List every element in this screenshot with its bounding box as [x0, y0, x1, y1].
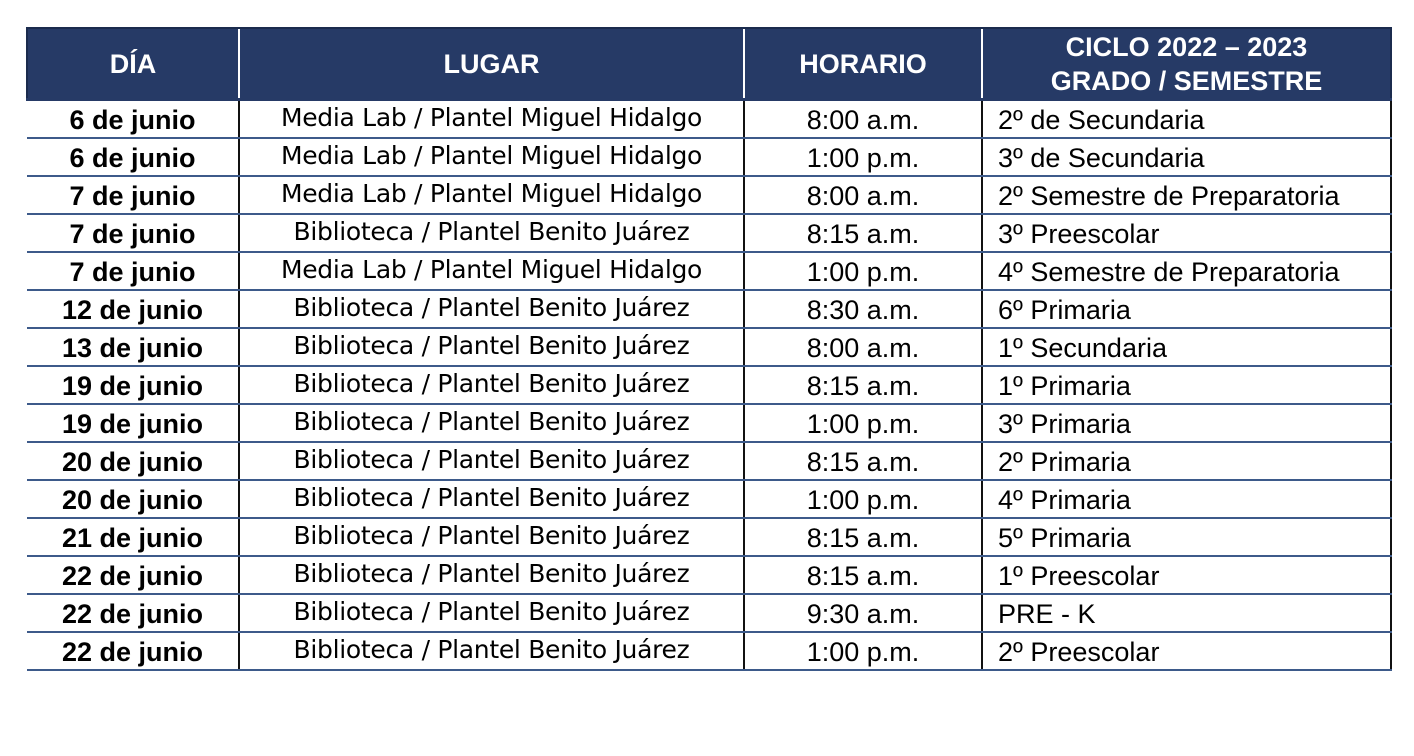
cell-dia: 12 de junio	[27, 290, 239, 328]
cell-horario: 8:30 a.m.	[744, 290, 982, 328]
cell-dia: 6 de junio	[27, 138, 239, 176]
cell-dia: 22 de junio	[27, 556, 239, 594]
cell-lugar: Biblioteca / Plantel Benito Juárez	[239, 214, 744, 252]
cell-horario: 8:00 a.m.	[744, 176, 982, 214]
cell-grado: 4º Primaria	[982, 480, 1391, 518]
cell-lugar: Biblioteca / Plantel Benito Juárez	[239, 366, 744, 404]
cell-lugar: Biblioteca / Plantel Benito Juárez	[239, 290, 744, 328]
cell-lugar: Biblioteca / Plantel Benito Juárez	[239, 518, 744, 556]
cell-grado: 1º Secundaria	[982, 328, 1391, 366]
cell-grado: 1º Primaria	[982, 366, 1391, 404]
cell-grado: 6º Primaria	[982, 290, 1391, 328]
cell-horario: 1:00 p.m.	[744, 252, 982, 290]
table-row	[27, 594, 1391, 632]
cell-horario: 1:00 p.m.	[744, 138, 982, 176]
cell-horario: 8:15 a.m.	[744, 518, 982, 556]
cell-dia: 6 de junio	[27, 100, 239, 139]
cell-dia: 19 de junio	[27, 404, 239, 442]
cell-horario: 1:00 p.m.	[744, 404, 982, 442]
table-row	[27, 442, 1391, 480]
header-horario: HORARIO	[744, 28, 982, 100]
cell-grado: 2º Preescolar	[982, 632, 1391, 670]
cell-lugar: Biblioteca / Plantel Benito Juárez	[239, 328, 744, 366]
cell-dia: 22 de junio	[27, 632, 239, 670]
table-row	[27, 214, 1391, 252]
schedule-table-container	[26, 27, 1390, 671]
cell-dia: 20 de junio	[27, 480, 239, 518]
header-row	[27, 28, 1391, 100]
cell-horario: 8:15 a.m.	[744, 556, 982, 594]
cell-grado: 4º Semestre de Preparatoria	[982, 252, 1391, 290]
cell-lugar: Media Lab / Plantel Miguel Hidalgo	[239, 138, 744, 176]
cell-grado: 3º Preescolar	[982, 214, 1391, 252]
header-ciclo: CICLO 2022 – 2023	[1065, 31, 1308, 62]
table-row	[27, 252, 1391, 290]
cell-lugar: Biblioteca / Plantel Benito Juárez	[239, 556, 744, 594]
cell-dia: 7 de junio	[27, 214, 239, 252]
cell-dia: 19 de junio	[27, 366, 239, 404]
table-row	[27, 138, 1391, 176]
table-row	[27, 404, 1391, 442]
cell-lugar: Media Lab / Plantel Miguel Hidalgo	[239, 176, 744, 214]
cell-grado: 5º Primaria	[982, 518, 1391, 556]
cell-horario: 8:00 a.m.	[744, 100, 982, 139]
cell-dia: 7 de junio	[27, 252, 239, 290]
table-row	[27, 366, 1391, 404]
header-lugar: LUGAR	[239, 28, 744, 100]
cell-grado: 2º Primaria	[982, 442, 1391, 480]
table-row	[27, 556, 1391, 594]
cell-dia: 7 de junio	[27, 176, 239, 214]
cell-horario: 1:00 p.m.	[744, 480, 982, 518]
cell-lugar: Biblioteca / Plantel Benito Juárez	[239, 594, 744, 632]
schedule-table	[26, 27, 1392, 671]
cell-grado: 3º de Secundaria	[982, 138, 1391, 176]
header-dia: DÍA	[27, 28, 239, 100]
table-row	[27, 176, 1391, 214]
cell-grado: 2º de Secundaria	[982, 100, 1391, 139]
cell-grado: 3º Primaria	[982, 404, 1391, 442]
cell-grado: PRE - K	[982, 594, 1391, 632]
cell-horario: 8:00 a.m.	[744, 328, 982, 366]
cell-dia: 21 de junio	[27, 518, 239, 556]
cell-horario: 8:15 a.m.	[744, 214, 982, 252]
table-row	[27, 290, 1391, 328]
cell-horario: 9:30 a.m.	[744, 594, 982, 632]
cell-lugar: Media Lab / Plantel Miguel Hidalgo	[239, 100, 744, 139]
cell-dia: 13 de junio	[27, 328, 239, 366]
cell-lugar: Media Lab / Plantel Miguel Hidalgo	[239, 252, 744, 290]
cell-horario: 8:15 a.m.	[744, 366, 982, 404]
table-row	[27, 100, 1391, 139]
header-ciclo-grado	[982, 28, 1391, 100]
table-row	[27, 480, 1391, 518]
table-body	[27, 100, 1391, 671]
table-row	[27, 328, 1391, 366]
cell-lugar: Biblioteca / Plantel Benito Juárez	[239, 632, 744, 670]
table-header	[27, 28, 1391, 100]
table-row	[27, 632, 1391, 670]
cell-grado: 2º Semestre de Preparatoria	[982, 176, 1391, 214]
cell-grado: 1º Preescolar	[982, 556, 1391, 594]
cell-dia: 20 de junio	[27, 442, 239, 480]
cell-horario: 1:00 p.m.	[744, 632, 982, 670]
cell-dia: 22 de junio	[27, 594, 239, 632]
cell-horario: 8:15 a.m.	[744, 442, 982, 480]
cell-lugar: Biblioteca / Plantel Benito Juárez	[239, 404, 744, 442]
cell-lugar: Biblioteca / Plantel Benito Juárez	[239, 442, 744, 480]
header-grado-semestre: GRADO / SEMESTRE	[1050, 65, 1323, 96]
cell-lugar: Biblioteca / Plantel Benito Juárez	[239, 480, 744, 518]
table-row	[27, 518, 1391, 556]
